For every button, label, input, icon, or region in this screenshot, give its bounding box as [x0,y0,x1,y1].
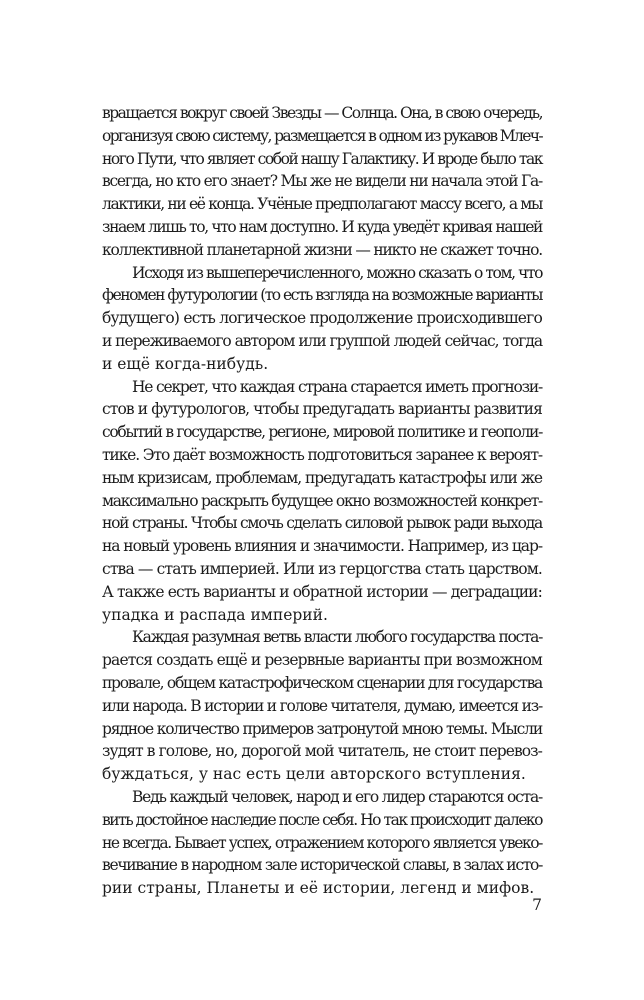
text-line: А также есть варианты и обратной истории — деградации: [102,582,543,601]
text-line: упадка и распада империй. [102,605,328,624]
text-line: вращается вокруг своей Звезды — Солнца. Она, в свою очередь, [102,104,543,122]
paragraph [102,102,542,262]
text-line: на новый уровень влияния и значимости. Например, из цар- [102,537,542,556]
text-line: событий в государстве, регионе, мировой политике и геополи- [102,423,542,442]
paragraph [102,262,542,376]
paragraph [102,626,542,786]
text-line: и переживаемого автором или группой людей сейчас, тогда [102,331,543,350]
text-line: максимально раскрыть будущее окно возможностей конкрет- [102,491,543,510]
text-line: ства — стать империей. Или из герцогства стать царством. [102,559,543,578]
text-line: не всегда. Бывает успех, отражением которого является увеко- [102,833,542,852]
text-line: Исходя из вышеперечисленного, можно сказать о том, что [132,263,542,282]
text-line: феномен футурологии (то есть взгляда на возможные варианты [102,286,542,305]
text-line: буждаться, у нас есть цели авторского вступления. [102,765,526,784]
text-line: и ещё когда-нибудь. [102,354,269,373]
text-line: организуя свою систему, размещается в одном из рукавов Млеч- [102,126,543,145]
page-number: 7 [532,896,542,914]
text-line: вить достойное наследие после себя. Но так происходит далеко [102,810,543,829]
text-line: Не секрет, что каждая страна старается иметь прогнози- [132,377,542,396]
text-line: всегда, но кто его знает? Мы же не видели ни начала этой Га- [102,172,543,191]
text-line: тике. Это даёт возможность подготовиться заранее к вероят- [102,445,542,464]
text-line: лактики, ни её конца. Учёные предполагают массу всего, а мы [102,195,542,214]
text-line: провале, общем катастрофическом сценарии для государства [102,673,542,692]
body-text [102,102,542,900]
text-line: стов и футурологов, чтобы предугадать варианты развития [102,400,542,419]
paragraph [102,376,542,627]
text-line: коллективной планетарной жизни — никто не скажет точно. [102,240,542,259]
text-line: Ведь каждый человек, народ и его лидер стараются оста- [132,787,542,806]
paragraph [102,786,542,900]
text-line: будущего) есть логическое продолжение происходившего [102,309,543,328]
text-line: зудят в голове, но, дорогой мой читатель, не стоит перевоз- [102,742,542,761]
text-line: рядное количество примеров затронутой мною темы. Мысли [102,719,542,738]
text-line: ным кризисам, проблемам, предугадать катастрофы или же [102,468,543,487]
text-line: или народа. В истории и голове читателя, думаю, имеется из- [102,696,542,715]
text-line: ной страны. Чтобы смочь сделать силовой рывок ради выхода [102,514,542,533]
text-line: Каждая разумная ветвь власти любого государства поста- [132,628,542,647]
text-line: ного Пути, что являет собой нашу Галактику. И вроде было так [102,149,543,168]
text-line: рается создать ещё и резервные варианты при возможном [102,651,543,670]
text-line: рии страны, Планеты и её истории, легенд и мифов. [102,879,535,898]
text-line: вечивание в народном зале исторической славы, в залах исто- [102,856,543,875]
text-line: знаем лишь то, что нам доступно. И куда уведёт кривая нашей [102,217,542,236]
